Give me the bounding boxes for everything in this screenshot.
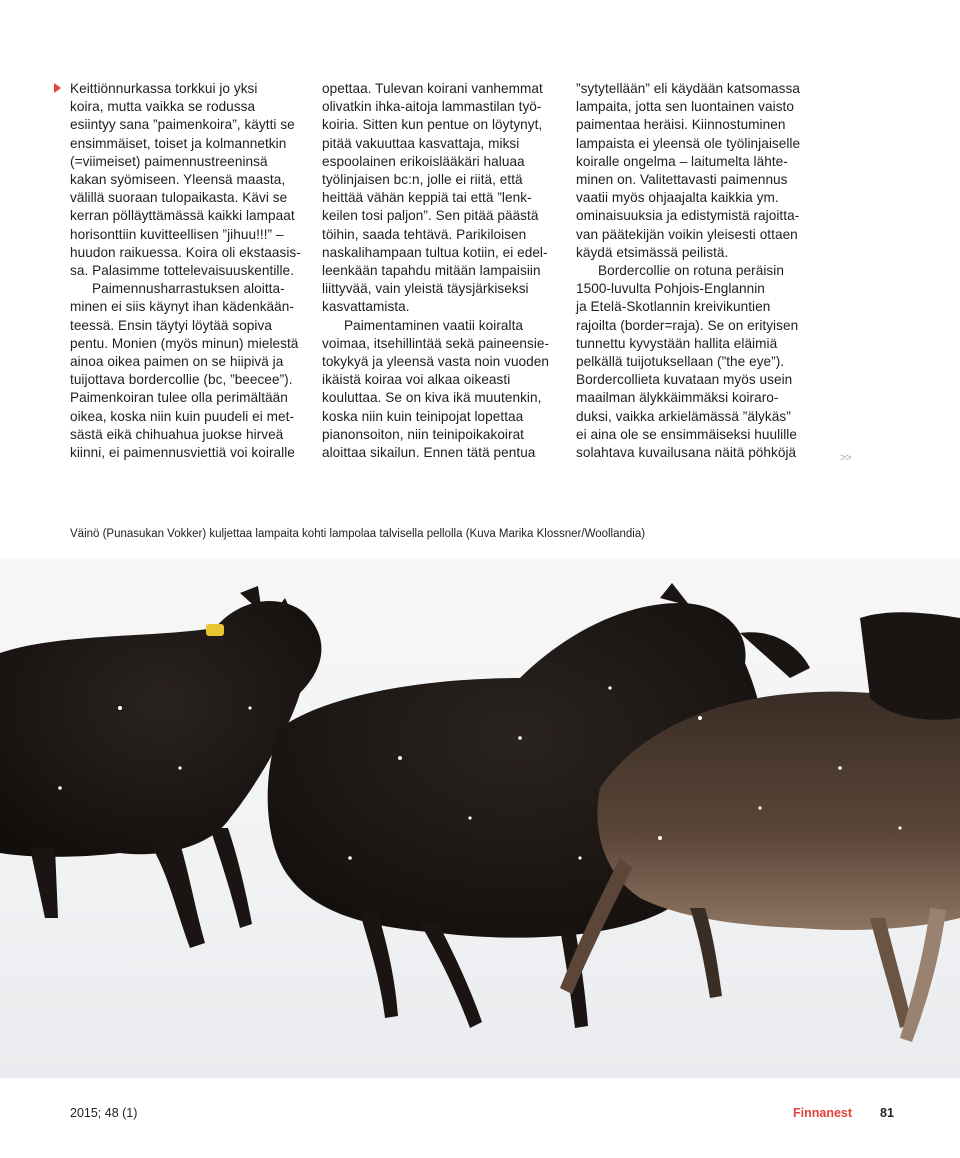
text-line: van päätekijän voikin yleisesti ottaen xyxy=(576,226,798,242)
text-line: keilen tosi paljon”. Sen pitää päästä xyxy=(322,208,539,224)
text-line: ja Etelä-Skotlannin kreivikuntien xyxy=(576,299,771,315)
text-line: minen ei siis käynyt ihan kädenkään- xyxy=(70,299,294,315)
bullet-triangle-icon xyxy=(54,83,61,93)
text-line: pentu. Monien (myös minun) mielestä xyxy=(70,335,299,351)
text-line: vaatii myös ohjaajalta kaikkia ym. xyxy=(576,190,779,206)
text-line: koiralle ongelma – laitumelta lähte- xyxy=(576,153,788,169)
text-line: naskalihampaan tultua kotiin, ei edel- xyxy=(322,244,548,260)
article-column-1 xyxy=(70,80,320,462)
text-line: työlinjaisen bc:n, jolle ei riitä, että xyxy=(322,172,523,188)
text-line: sästä eikä chihuahua juokse hirveä xyxy=(70,426,284,442)
text-line: Keittiönnurkassa torkkui jo yksi xyxy=(70,80,320,98)
text-line: kiinni, ei paimennusviettiä voi koiralle xyxy=(70,445,295,461)
text-line: Paimenkoiran tulee olla perimältään xyxy=(70,390,288,406)
text-line: sa. Palasimme tottelevaisuuskentille. xyxy=(70,263,294,279)
text-line: pitää vakuuttaa kasvattaja, miksi xyxy=(322,135,520,151)
text-line: teessä. Ensin täytyi löytää sopiva xyxy=(70,317,272,333)
text-line: Bordercollieta kuvataan myös usein xyxy=(576,372,793,388)
text-line: Paimennusharrastuksen aloitta- xyxy=(92,281,285,297)
text-line: pianonsoiton, niin teinipoikakoirat xyxy=(322,426,525,442)
text-line: koiria. Sitten kun pentue on löytynyt, xyxy=(322,117,543,133)
photo-caption: Väinö (Punasukan Vokker) kuljettaa lampaita kohti lampolaa talvisella pellolla (Kuva Marika Klossner/Woollandia) xyxy=(70,528,646,540)
text-line: töihin, saada tehtävä. Parikiloisen xyxy=(322,226,527,242)
text-line: ainoa oikea paimen on se hiipivä ja xyxy=(70,354,284,370)
text-line: maailman älykkäimmäksi koiraro- xyxy=(576,390,779,406)
text-line: tuijottava bordercollie (bc, ”beecee”). xyxy=(70,372,293,388)
issue-number: 2015; 48 (1) xyxy=(70,1106,138,1120)
text-line: kerran pölläyttämässä kaikki lampaat xyxy=(70,208,295,224)
page-number: 81 xyxy=(880,1106,894,1120)
text-line: lampaita, jotta sen luontainen vaisto xyxy=(576,99,794,115)
text-line: kakan syömiseen. Yleensä maasta, xyxy=(70,172,286,188)
sheep-photo xyxy=(0,558,960,1078)
text-line: tunnettu kyvystään hallita eläimiä xyxy=(576,335,778,351)
text-line: lampaista ei yleensä ole työlinjaiselle xyxy=(576,135,801,151)
text-line: espoolainen erikoislääkäri haluaa xyxy=(322,153,525,169)
text-line: horisonttiin kuvitteellisen ”jihuu!!!” – xyxy=(70,226,284,242)
text-line: tokykyä ja yleensä vasta noin vuoden xyxy=(322,354,549,370)
text-line: aloittaa sikailun. Ennen tätä pentua xyxy=(322,445,536,461)
text-line: ikäistä koiraa voi alkaa oikeasti xyxy=(322,372,511,388)
text-line: oikea, koska niin kuin puudeli ei met- xyxy=(70,408,295,424)
text-line: (=viimeiset) paimennustreeninsä xyxy=(70,153,268,169)
text-line: ei aina ole se ensimmäiseksi huulille xyxy=(576,426,797,442)
text-line: ”sytytellään” eli käydään katsomassa xyxy=(576,81,800,96)
article-column-2 xyxy=(322,80,570,462)
text-line: heittää vähän keppiä tai että ”lenk- xyxy=(322,190,532,206)
text-line: pelkällä tuijotuksellaan (”the eye”). xyxy=(576,354,785,370)
continue-marker: >> xyxy=(840,452,851,464)
text-line: kouluttaa. Se on kiva ikä muutenkin, xyxy=(322,390,542,406)
text-line: opettaa. Tulevan koirani vanhemmat xyxy=(322,81,543,96)
text-line: paimentaa heräisi. Kiinnostuminen xyxy=(576,117,786,133)
text-line: Paimentaminen vaatii koiralta xyxy=(344,317,524,333)
text-line: voimaa, itsehillintää sekä paineensie- xyxy=(322,335,550,351)
text-line: 1500-luvulta Pohjois-Englannin xyxy=(576,281,765,297)
text-line: rajoilta (border=raja). Se on erityisen xyxy=(576,317,799,333)
text-line: kasvattamista. xyxy=(322,299,410,315)
text-line: ominaisuuksia ja edistymistä rajoitta- xyxy=(576,208,800,224)
text-line: leenkään tapahdu mitään lampaisiin xyxy=(322,263,541,279)
text-line: käydä etsimässä peilistä. xyxy=(576,244,729,260)
text-line: huudon raikuessa. Koira oli ekstaasis- xyxy=(70,244,301,260)
magazine-brand: Finnanest xyxy=(793,1106,853,1120)
text-line: koska niin kuin teinipojat lopettaa xyxy=(322,408,524,424)
text-line: välillä suoraan tulopaikasta. Kävi se xyxy=(70,190,288,206)
text-line: solahtava kuvailusana näitä pöhköjä xyxy=(576,445,797,461)
text-line: olivatkin ihka-aitoja lammastilan työ- xyxy=(322,99,542,115)
text-line: koira, mutta vaikka se rodussa xyxy=(70,99,256,115)
text-line: liittyvää, vain yleistä täysjärkiseksi xyxy=(322,281,529,297)
text-line: ensimmäiset, toiset ja kolmannetkin xyxy=(70,135,287,151)
text-line: minen on. Valitettavasti paimennus xyxy=(576,172,788,188)
text-line: Bordercollie on rotuna peräisin xyxy=(598,263,784,279)
article-column-3 xyxy=(576,80,826,462)
text-line: esiintyy sana ”paimenkoira”, käytti se xyxy=(70,117,295,133)
text-line: duksi, vaikka arkielämässä ”älykäs” xyxy=(576,408,791,424)
